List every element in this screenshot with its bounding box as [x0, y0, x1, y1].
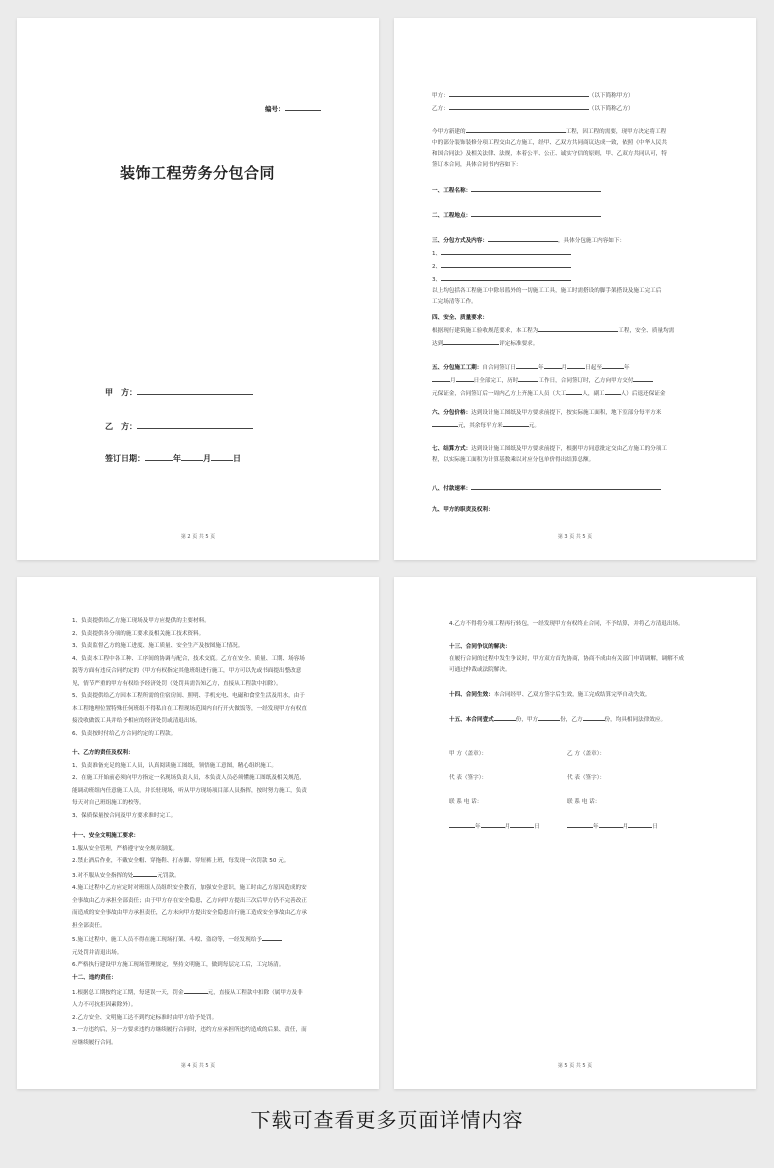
subcontract-clause: 4.乙方不得将分项工程再行转包，一经发现甲方有权终止合同，不予结算，并将乙方清退出场。 [449, 621, 684, 627]
party-b-phone: 联 系 电 话： [567, 799, 601, 805]
contract-number: 编号： [265, 104, 321, 113]
contract-page-3 [394, 18, 756, 560]
section-schedule: 五、分包施工工期：自合同签订日 年 月 日起至 年 月 日全部完工，历时 工作日，合同签订时，乙方向甲方交付 元保证金，合同签订后一周内乙方上齐施工人员（大工 人，副工 人）后退还保证金 [432, 362, 724, 398]
party-a-duties-list: 1、负责提供给乙方施工现场及甲方应提供的主要材料。 2、负责提供各分项的施工要求及相关施工技术资料。 3、负责监督乙方的施工进度、施工质量、安全生产及按图施工情况。 4、负责本工程中各工种、工序间的协调与配合，技术交底。乙方在安全、质量、工期、场容场 貌等方面有违反合同约定的（甲方有权指定其他班组进行施工，甲方可以先或书面提出整改意 见，情节严重的甲方有权给予经济处罚（处罚具需告知乙方，直接从工程款中扣除）。 5、负责提供给乙方因本工程所需的住宿房间、照明、手机充电、电磁和食堂生活及用水，由于 本工程地理位置特殊任何班组不得私自在工程现场范围内自行开火做饭等，一经发现甲方有权直 接没收做饭工具并给予相应的经济处罚或清退出场。 6、负责按时付给乙方合同约定的工程款。 [72, 618, 307, 737]
parties-block: 甲方： （以下简称甲方） 乙方： （以下简称乙方） [432, 90, 724, 113]
contract-copies: 十五、本合同壹式 份，甲方 份，乙方 份，均具相同法律效应。 [449, 714, 709, 724]
party-a-field: 甲 方： [105, 386, 253, 398]
party-b-rep: 代 表（签字）： [567, 775, 606, 781]
contract-page-2 [17, 18, 379, 560]
contract-effect: 十四、合同生效：本合同经甲、乙双方签字后生效，施工完成结算完毕自动失效。 [449, 692, 651, 698]
section-price: 六、分包价格：达到设计施工图纸及甲方要求前提下，按实际施工面积，地下室部分每平方米 元，其余每平方米 元。 [432, 410, 662, 429]
section-party-a-duties: 九、甲方的职责及权利： [432, 507, 494, 513]
page-number: 第 5 页 共 5 页 [557, 1063, 593, 1069]
party-a-date: 年 月 日 [449, 821, 540, 831]
section-payment: 八、付款速率： [432, 483, 724, 493]
page-number: 第 3 页 共 5 页 [557, 534, 593, 540]
breach-liability: 十二、违约责任： 1.根据总工期按约定工期，每延误一天，罚金 元，直接从工程款中扣除（属甲方及非 人力不可抗拒因素除外）。 2.乙方安全、文明施工达不到约定标准时由甲方给予处罚。 3.一方违约后，另一方要求违约方继续履行合同时，违约方应承担所违约造成的后果、责任，而 应继续履行合同。 [72, 975, 307, 1046]
party-b-date: 年 月 日 [567, 821, 658, 831]
party-a-seal: 甲 方（盖章）： [449, 751, 488, 757]
section-scope: 三、分包方式及内容： ，具体分包施工内容如下： 1、 2、 3、 以上均包括各工程施工中除吊篮外的一切施工工具，施工时需搭设的脚手架搭设及施工完工后 工完场清等工作。 [432, 235, 724, 306]
page-number: 第 4 页 共 5 页 [180, 1063, 216, 1069]
party-b-duties: 十、乙方的责任及权利： 1、负责准备充足的施工人员，认真阅读施工图纸，领悟施工意图，精心组织施工。 2、在施工开始前必须向甲方指定一名现场负责人员，本负责人员必须懂施工图纸及相关规范， 能调动班组内任意施工人员，并长驻现场，听从甲方现场项目部人员指挥，按时努力施工，负责 每天对自己班组施工的校等。 3、保质保量按合同及甲方要求准时完工。 [72, 750, 307, 819]
section-project-location: 二、工程地点： [432, 210, 724, 220]
safety-requirements: 十一、安全文明施工要求： 1.服从安全管理，严格遵守安全规章制度。 2.禁止酒后作业，不戴安全帽、穿拖鞋、打赤脚、穿短裤上班，每发现一次罚款 50 元。 3.对不服从安全指挥的处 元罚款。 4.施工过程中乙方应定时对班组人员组织安全教育，加强安全意识，施工时由乙方原因造成的安 全事故由乙方承担全部责任；由于甲方存在安全隐患，乙方向甲方提出三次后甲方仍不完善改正 而造成的安全事故由甲方承担责任，乙方未向甲方提出安全隐患自行施工造成安全事故由乙方承 担全部责任。 5.施工过程中，施工人员不得在施工现场打架、斗殴、盗窃等，一经发现给予 元处罚并清退出场。 6.严格执行建设甲方施工现场管理规定，坚持文明施工，做到每层完工后，工完场清。 [72, 833, 307, 968]
section-safety-quality: 四、安全、质量要求： 根据现行建筑施工验收规范要求，本工程为 工程，安全、质量均需 达到 评定标准要求。 [432, 315, 675, 347]
section-settlement: 七、结算方式：达到设计施工图纸及甲方要求前提下，根据甲方同意批定交由乙方施工的分项工 程，以实际施工面积为计算基数乘以对应分包单价得出结算总额。 [432, 446, 667, 463]
party-b-field: 乙 方： [105, 420, 253, 432]
contract-title: 装饰工程劳务分包合同 [120, 164, 276, 182]
party-a-rep: 代 表（签字）： [449, 775, 488, 781]
download-caption: 下载可查看更多页面详情内容 [250, 1108, 524, 1132]
section-project-name: 一、工程名称： [432, 185, 724, 195]
dispute-resolution: 十三、合同争议的解决： 在履行合同的过程中发生争议时，甲方双方首先协商，协商不成由有关部门申请调解，调解不成 可通过仲裁或法院解决。 [449, 644, 684, 673]
contract-page-4 [17, 577, 379, 1089]
party-b-seal: 乙 方（盖章）： [567, 751, 606, 757]
number-blank [285, 104, 321, 111]
page-number: 第 2 页 共 5 页 [180, 534, 216, 540]
sign-date-field: 签订日期： 年 月 日 [105, 454, 241, 463]
contract-page-5 [394, 577, 756, 1089]
intro-paragraph: 今甲方新建的 工程，因工程的需要，现甲方决定将工程 中的部分装饰装修分项工程交由乙方施工，经甲、乙双方共同商议达成一致，依照《中华人民共 和国合同法》及相关法律、法规，本着公平、公正、诚实守信的原则，甲、乙双方共同认可，特 签订本合同，具体合同书内容如下： [432, 126, 724, 169]
party-a-phone: 联 系 电 话： [449, 799, 483, 805]
